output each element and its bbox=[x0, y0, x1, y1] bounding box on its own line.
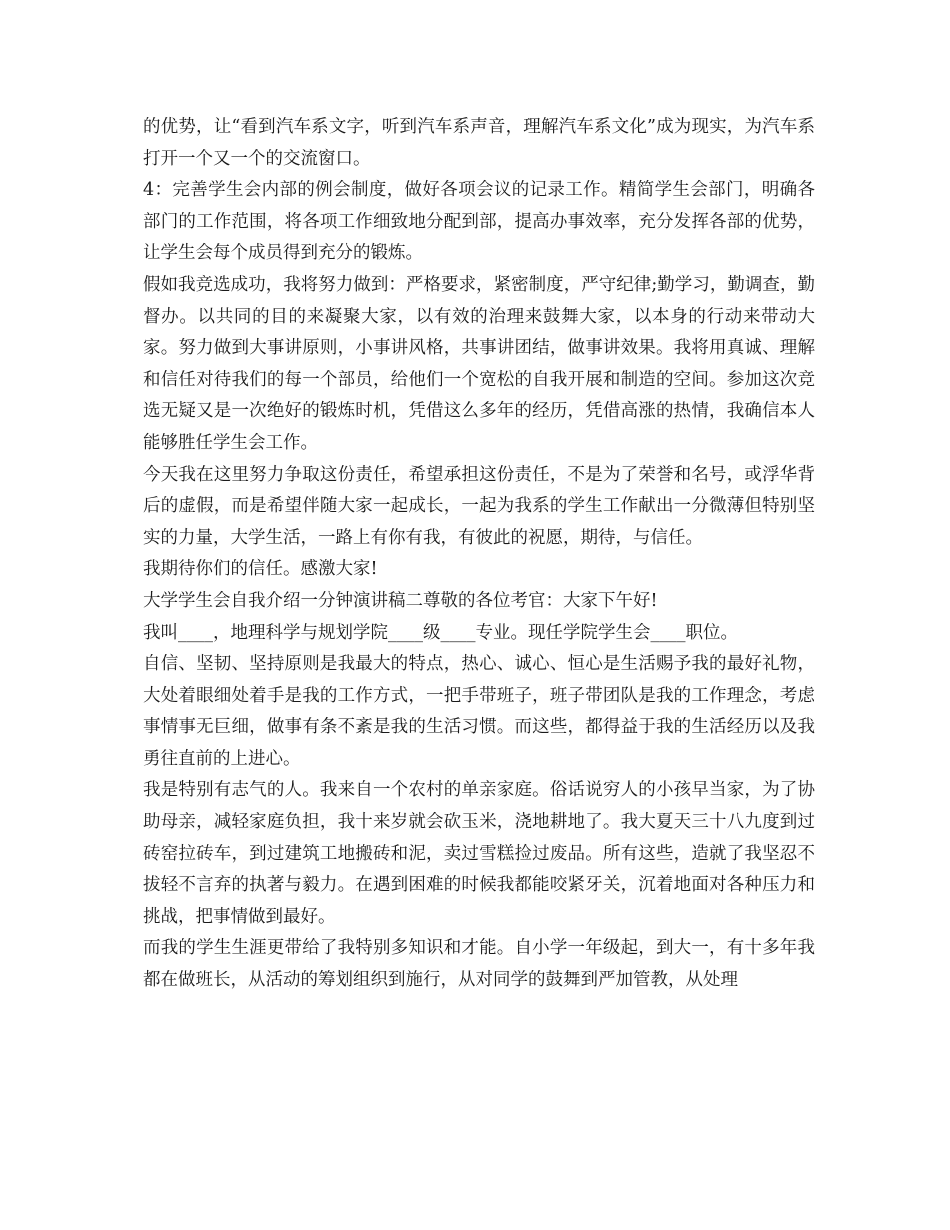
paragraph-7: 我叫____，地理科学与规划学院____级____专业。现任学院学生会____职位。 bbox=[143, 622, 738, 643]
document-body bbox=[143, 112, 815, 997]
paragraph-9: 我是特别有志气的人。我来自一个农村的单亲家庭。俗话说穷人的小孩早当家，为了协助母亲，减轻家庭负担，我十来岁就会砍玉米，浇地耕地了。我大夏天三十八九度到过砖窑拉砖车，到过建筑工地搬砖和泥，卖过雪糕捡过废品。所有这些，造就了我坚忍不拔轻不言弃的执著与毅力。在遇到困难的时候我都能咬紧牙关，沉着地面对各种压力和挑战，把事情做到最好。 bbox=[143, 780, 815, 927]
paragraph-2: 4：完善学生会内部的例会制度，做好各项会议的记录工作。精简学生会部门，明确各部门的工作范围，将各项工作细致地分配到部，提高办事效率，充分发挥各部的优势，让学生会每个成员得到充分的锻炼。 bbox=[143, 180, 815, 264]
paragraph-10: 而我的学生生涯更带给了我特别多知识和才能。自小学一年级起，到大一，有十多年我都在做班长，从活动的筹划组织到施行，从对同学的鼓舞到严加管教，从处理 bbox=[143, 938, 815, 991]
paragraph-1: 的优势，让“看到汽车系文字，听到汽车系声音，理解汽车系文化”成为现实，为汽车系打开一个又一个的交流窗口。 bbox=[143, 117, 815, 169]
paragraph-5: 我期待你们的信任。感激大家! bbox=[143, 559, 378, 580]
paragraph-8: 自信、坚韧、坚持原则是我最大的特点，热心、诚心、恒心是生活赐予我的最好礼物，大处着眼细处着手是我的工作方式，一把手带班子，班子带团队是我的工作理念，考虑事情事无巨细，做事有条不紊是我的生活习惯。而这些，都得益于我的生活经历以及我勇往直前的上进心。 bbox=[143, 654, 815, 769]
paragraph-4: 今天我在这里努力争取这份责任，希望承担这份责任，不是为了荣誉和名号，或浮华背后的虚假，而是希望伴随大家一起成长，一起为我系的学生工作献出一分微薄但特别坚实的力量，大学生活，一路上有你有我，有彼此的祝愿，期待，与信任。 bbox=[143, 464, 815, 548]
paragraph-3: 假如我竞选成功，我将努力做到：严格要求，紧密制度，严守纪律;勤学习，勤调查，勤督办。以共同的目的来凝聚大家，以有效的治理来鼓舞大家，以本身的行动来带动大家。努力做到大事讲原则，小事讲风格，共事讲团结，做事讲效果。我将用真诚、理解和信任对待我们的每一个部员，给他们一个宽松的自我开展和制造的空间。参加这次竞选无疑又是一次绝好的锻炼时机，凭借这么多年的经历，凭借高涨的热情，我确信本人能够胜任学生会工作。 bbox=[143, 274, 815, 453]
section-heading: 大学学生会自我介绍一分钟演讲稿二尊敬的各位考官：大家下午好! bbox=[143, 590, 658, 611]
